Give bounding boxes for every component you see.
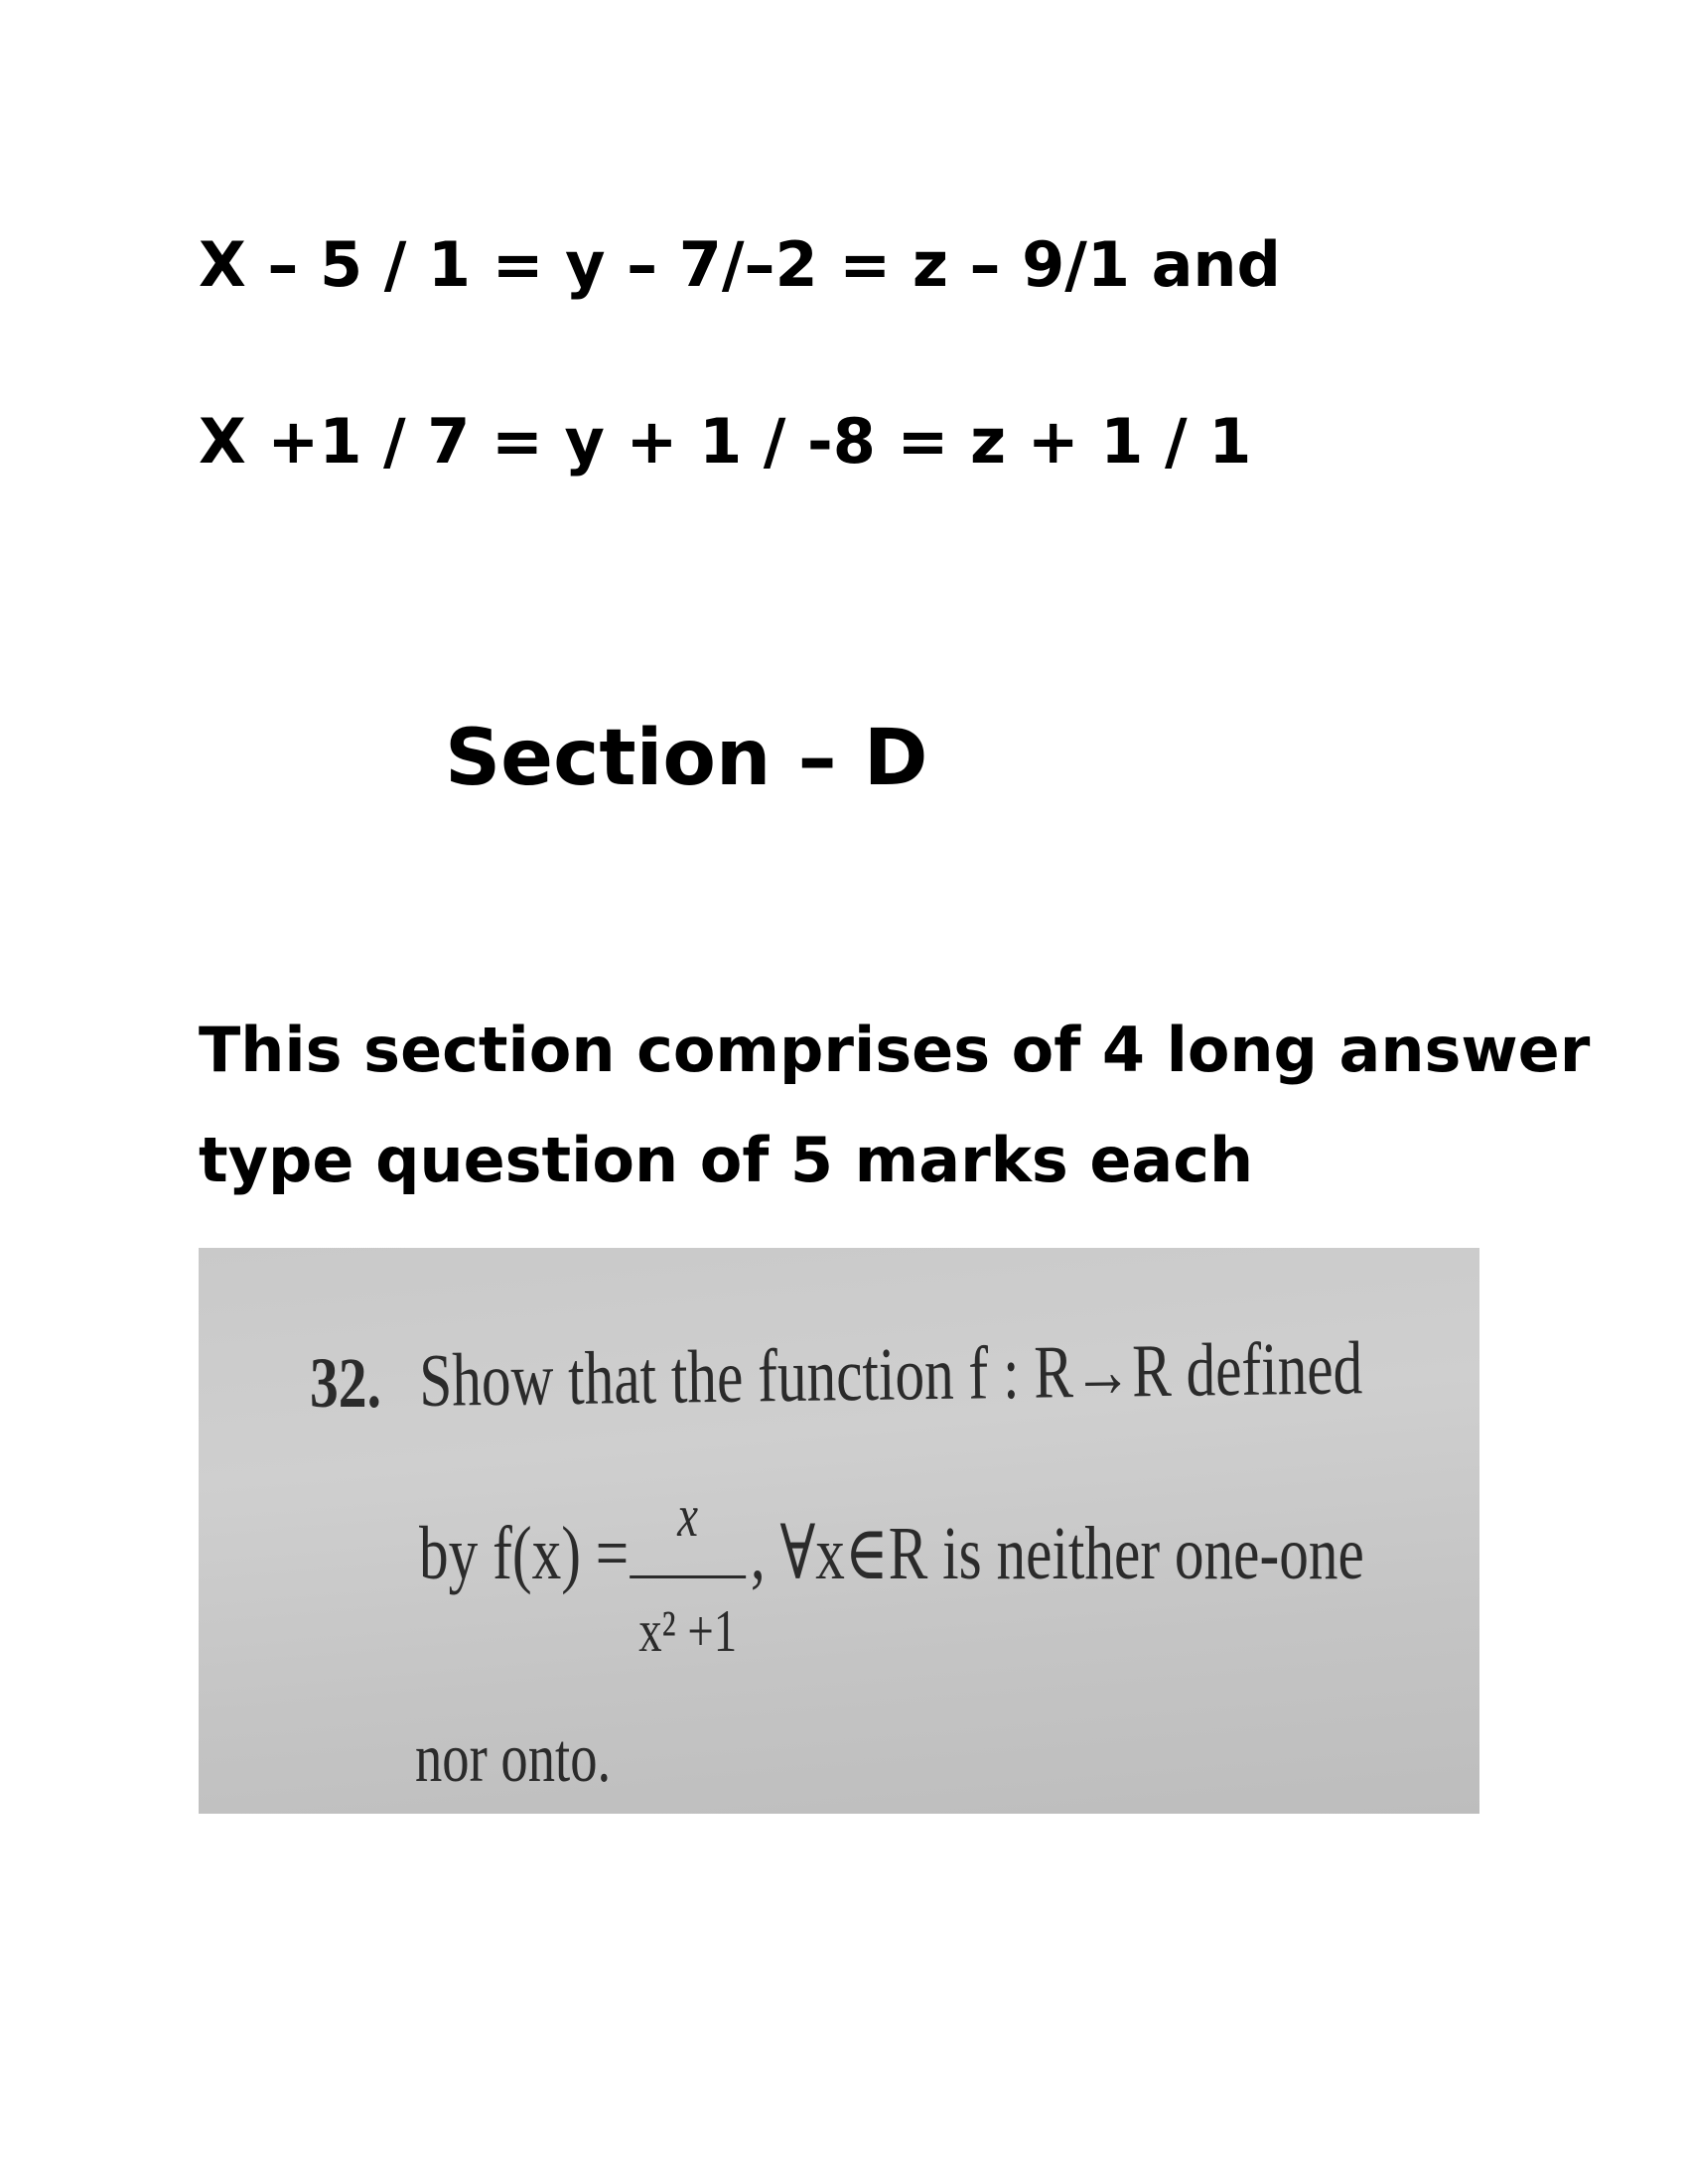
section-instruction-line-1: This section comprises of 4 long answer bbox=[199, 1014, 1591, 1086]
equation-line-1: X – 5 / 1 = y – 7/–2 = z – 9/1 and bbox=[199, 228, 1281, 301]
question-photo bbox=[199, 1248, 1479, 1814]
fraction-bar bbox=[630, 1575, 746, 1578]
section-heading: Section – D bbox=[445, 714, 928, 803]
question-line-2-prefix: by f(x) = bbox=[419, 1512, 630, 1595]
fraction bbox=[630, 1483, 746, 1664]
question-number: 32. bbox=[310, 1343, 381, 1423]
fraction-denominator: x² +1 bbox=[638, 1598, 738, 1664]
question-text-line-3: nor onto. bbox=[415, 1720, 612, 1797]
question-text-line-1: Show that the function f : R→R defined bbox=[418, 1326, 1363, 1423]
equation-line-2: X +1 / 7 = y + 1 / -8 = z + 1 / 1 bbox=[199, 405, 1252, 478]
fraction-numerator: x bbox=[677, 1483, 699, 1549]
section-instruction-line-2: type question of 5 marks each bbox=[199, 1124, 1254, 1196]
question-line-2-suffix: , ∀x∈R is neither one-one bbox=[750, 1512, 1364, 1595]
question-text-line-2 bbox=[419, 1483, 1364, 1664]
